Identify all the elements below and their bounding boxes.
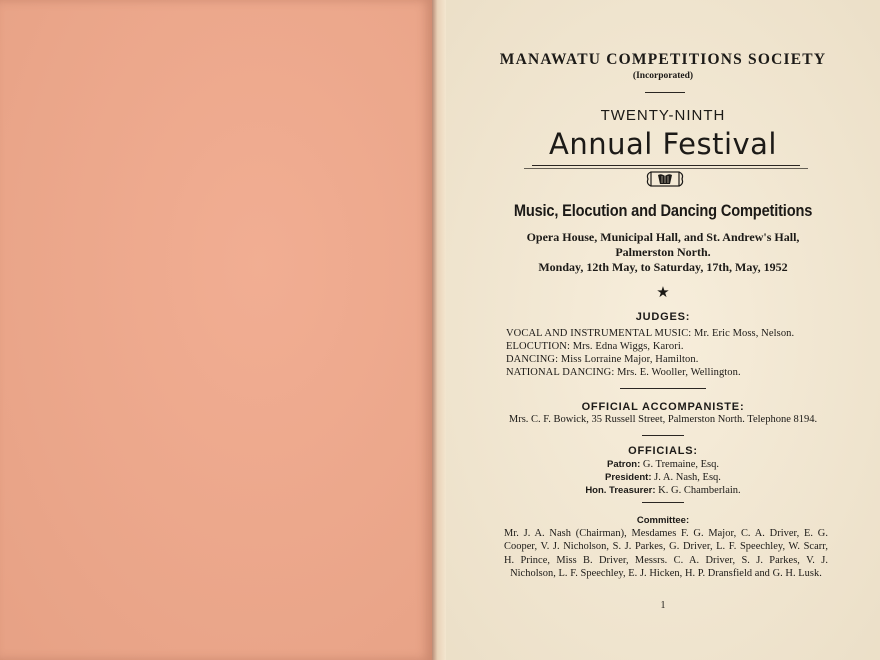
page-number: 1: [660, 600, 666, 611]
judge-line: DANCING: Miss Lorraine Major, Hamilton.: [506, 354, 699, 365]
competitions-heading: Music, Elocution and Dancing Competitions: [513, 201, 813, 220]
committee-members: Mr. J. A. Nash (Chairman), Mesdames F. G. Major, C. A. Driver, E. G. Cooper, V. J. Nicholson, S. J. Parkes, G. Driver, L. F. Speechley, W. Scarr, H. Prince, Miss B. Driver, Messrs. C. A. Driver, S. J. Parkes, V. J. Nicholson, L. F. Speechley, E. J. Hicken, H. P. Dransfield and G. H. Lusk.: [504, 528, 828, 579]
judges-title: JUDGES:: [635, 311, 691, 323]
judge-line: NATIONAL DANCING: Mrs. E. Wooller, Wellington.: [506, 367, 741, 378]
president-name: J. A. Nash, Esq.: [654, 472, 721, 483]
society-name: MANAWATU COMPETITIONS SOCIETY: [499, 51, 827, 68]
incorporated-label: (Incorporated): [632, 71, 694, 81]
divider: [620, 388, 706, 389]
scroll-lyre-ornament-icon: [645, 170, 685, 188]
book-gutter: [432, 0, 446, 660]
officials-title: OFFICIALS:: [628, 445, 698, 457]
president-label: President:: [605, 472, 652, 483]
treasurer-name: K. G. Chamberlain.: [658, 485, 741, 496]
divider: [642, 435, 684, 436]
divider: [642, 502, 684, 503]
venue-line-2: Palmerston North.: [615, 245, 711, 259]
patron-line: [446, 459, 880, 470]
patron-name: G. Tremaine, Esq.: [642, 459, 719, 470]
divider: [645, 92, 685, 93]
star-icon: ★: [656, 283, 670, 301]
patron-label: Patron:: [607, 459, 641, 470]
festival-dates: Monday, 12th May, to Saturday, 17th, May, 1952: [538, 260, 788, 274]
festival-title: Annual Festival: [549, 127, 777, 161]
title-underline-thin: [524, 168, 808, 169]
accompaniste-title: OFFICIAL ACCOMPANISTE:: [581, 401, 745, 413]
title-underline: [532, 165, 800, 166]
inside-cover-page: [0, 0, 432, 660]
accompaniste-details: Mrs. C. F. Bowick, 35 Russell Street, Palmerston North. Telephone 8194.: [508, 414, 818, 425]
judge-line: ELOCUTION: Mrs. Edna Wiggs, Karori.: [506, 341, 684, 352]
treasurer-line: [446, 485, 880, 496]
treasurer-label: Hon. Treasurer:: [585, 485, 656, 496]
programme-title-page: [446, 0, 880, 660]
venue-line-1: Opera House, Municipal Hall, and St. Andrew's Hall,: [526, 230, 800, 244]
committee-title: Committee:: [636, 515, 690, 526]
judge-line: VOCAL AND INSTRUMENTAL MUSIC: Mr. Eric Moss, Nelson.: [506, 328, 795, 339]
president-line: [446, 472, 880, 483]
festival-ordinal: TWENTY-NINTH: [600, 107, 726, 124]
